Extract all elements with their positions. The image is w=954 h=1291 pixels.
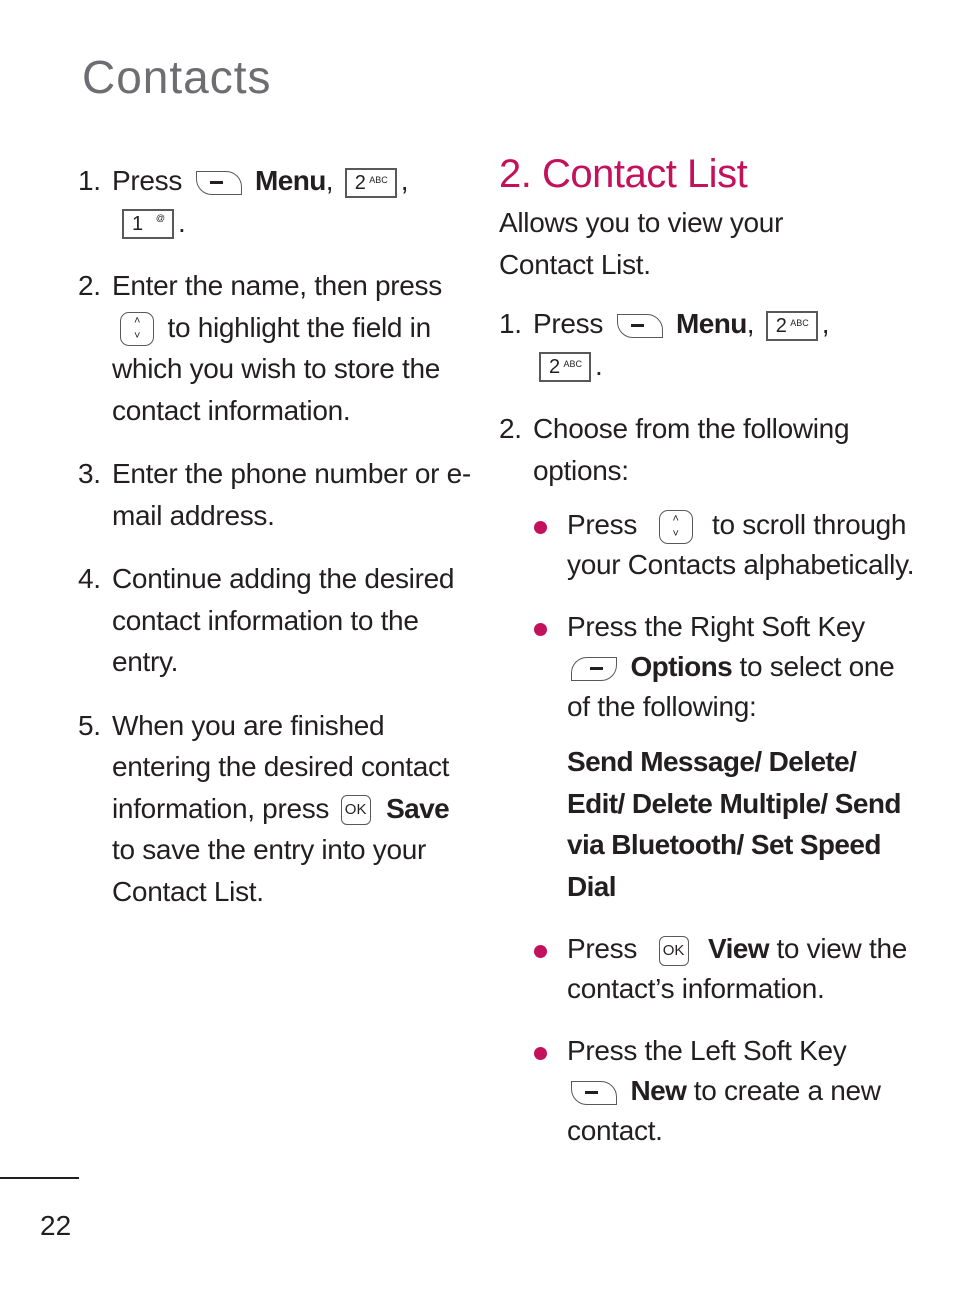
step-text: to highlight the field in which you wish to store the contact information.: [112, 311, 441, 426]
right-step-1: [499, 303, 919, 386]
options-label: Options: [630, 651, 733, 682]
left-soft-key-icon: [196, 171, 242, 195]
step-number: 5.: [78, 709, 101, 741]
key-2-digit: 2: [354, 171, 366, 194]
ok-key-icon: OK: [659, 936, 689, 966]
section-title: 2. Contact List: [499, 152, 748, 196]
step-number: 1.: [499, 308, 522, 339]
key-2-letters: ABC: [563, 359, 582, 370]
step-text: When you are finished entering the desired contact information, press: [112, 709, 450, 824]
key-2-letters: ABC: [369, 174, 388, 185]
bullet-text: to create a new contact.: [567, 1075, 881, 1146]
list-item: [533, 505, 919, 585]
right-step-2: [499, 408, 919, 491]
page-header: Contacts: [82, 51, 272, 103]
step-text: Continue adding the desired contact information to the entry.: [112, 563, 455, 677]
left-step-3: [78, 453, 478, 536]
new-label: New: [630, 1075, 687, 1106]
ok-key-icon: OK: [341, 795, 371, 825]
save-label: Save: [386, 792, 450, 824]
key-1-symbol: @: [155, 213, 165, 224]
step-number: 1.: [78, 165, 101, 196]
section-intro: Allows you to view your Contact List.: [499, 207, 784, 280]
key-1-icon: [122, 209, 174, 239]
bullet-icon: [534, 521, 547, 534]
comma: ,: [746, 308, 755, 339]
step-text: Enter the phone number or e-mail address.: [112, 458, 471, 531]
bullet-text: to scroll through your Contacts alphabetically.: [567, 509, 915, 580]
bullet-icon: [534, 623, 547, 636]
bullet-text: Press the Left Soft Key: [567, 1035, 847, 1066]
comma: ,: [325, 165, 334, 196]
right-column: [499, 150, 919, 1173]
bullet-text: to view the contact’s information.: [567, 933, 907, 1004]
left-column: [78, 160, 478, 934]
bullet-text: Press: [567, 933, 638, 964]
list-item: [533, 1031, 919, 1151]
page-number: 22: [40, 1210, 72, 1241]
key-1-digit: 1: [132, 213, 143, 236]
menu-label: Menu: [255, 165, 326, 196]
menu-label: Menu: [676, 308, 747, 339]
left-step-4: [78, 558, 478, 683]
list-item: [533, 929, 919, 1009]
key-2-digit: 2: [549, 356, 560, 379]
step-text: Press: [533, 308, 604, 339]
left-soft-key-icon: [571, 1081, 617, 1105]
bullet-text: to select one of the following:: [567, 651, 895, 722]
view-label: View: [708, 933, 769, 964]
step-text: Press: [112, 165, 183, 196]
options-list: [533, 505, 919, 1151]
list-item: [533, 607, 919, 907]
period: .: [178, 206, 186, 238]
bullet-text: Press the Right Soft Key: [567, 611, 865, 642]
comma: ,: [821, 308, 830, 339]
comma: ,: [400, 165, 409, 196]
right-soft-key-icon: [571, 657, 617, 681]
left-step-1: [78, 160, 478, 243]
key-2-letters: ABC: [790, 317, 809, 328]
options-menu-items: Send Message/ Delete/ Edit/ Delete Multiple/ Send via Bluetooth/ Set Speed Dial: [567, 746, 901, 902]
step-text: Choose from the following options:: [533, 413, 850, 486]
key-2-icon: [766, 311, 818, 341]
nav-up-arrow-icon: ˄: [133, 315, 141, 328]
left-step-2: [78, 265, 478, 431]
nav-down-arrow-icon: ˅: [672, 527, 679, 540]
nav-key-icon: [659, 510, 693, 544]
nav-key-icon: [120, 312, 154, 346]
key-2-digit: 2: [775, 314, 787, 337]
left-step-5: [78, 705, 478, 913]
nav-up-arrow-icon: ˄: [672, 512, 679, 525]
key-2-icon: [345, 168, 397, 198]
bullet-icon: [534, 1047, 547, 1060]
footer-rule: [0, 1177, 79, 1179]
left-soft-key-icon: [617, 314, 663, 338]
bullet-text: Press: [567, 509, 638, 540]
period: .: [595, 349, 603, 381]
key-2-icon: [539, 352, 591, 382]
step-number: 2.: [78, 270, 101, 301]
step-number: 4.: [78, 563, 101, 594]
step-number: 3.: [78, 458, 101, 489]
nav-down-arrow-icon: ˅: [133, 330, 141, 343]
bullet-icon: [534, 945, 547, 958]
step-text: to save the entry into your Contact List.: [112, 834, 427, 907]
step-text: Enter the name, then press: [112, 270, 442, 301]
step-number: 2.: [499, 413, 522, 444]
